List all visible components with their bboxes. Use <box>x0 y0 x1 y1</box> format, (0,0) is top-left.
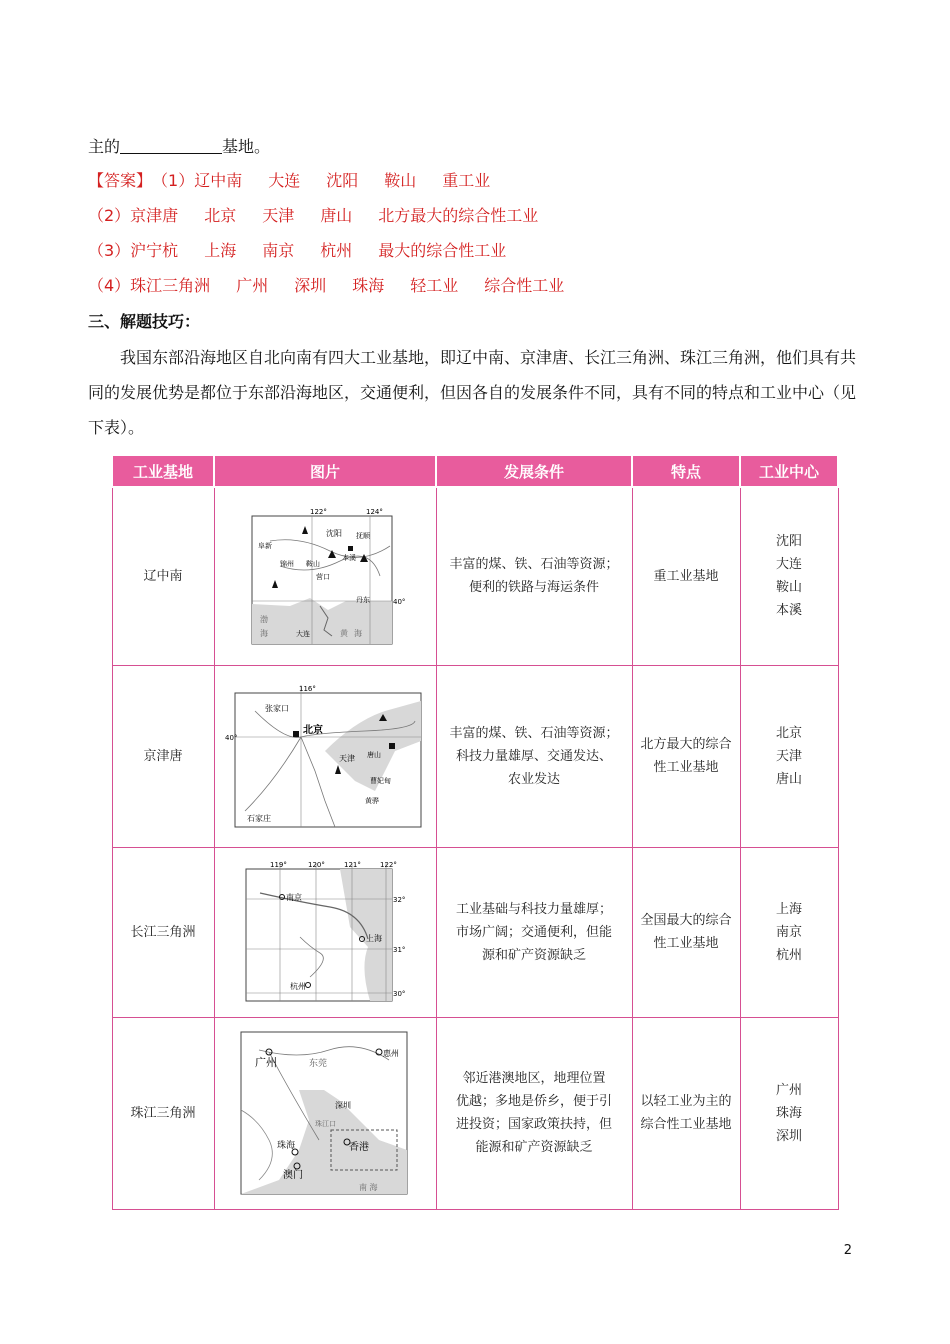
sea-label: 黄 <box>340 629 348 639</box>
condition-line: 优越；多地是侨乡，便于引 <box>455 1094 612 1109</box>
fill-blank <box>120 137 222 154</box>
answer-tag: 【答案】 <box>88 171 153 190</box>
lon-label: 119° <box>270 861 287 869</box>
answer-item: （1）辽中南 <box>152 171 243 190</box>
city-label: 惠州 <box>383 1049 399 1058</box>
city-label: 深圳 <box>335 1101 351 1110</box>
answer-item: 珠海 <box>352 276 385 295</box>
city-label: 广州 <box>255 1056 277 1069</box>
condition-line: 能源和矿产资源缺乏 <box>475 1140 593 1155</box>
condition-line: 邻近港澳地区，地理位置 <box>462 1071 606 1086</box>
base-name: 京津唐 <box>112 665 214 847</box>
answer-item: 天津 <box>262 206 295 225</box>
header-conditions: 发展条件 <box>436 455 632 487</box>
city-label: 鞍山 <box>306 560 320 569</box>
lon-label: 116° <box>299 685 316 693</box>
conditions-cell <box>436 665 632 847</box>
table-row <box>112 487 838 665</box>
centers-cell <box>740 847 838 1017</box>
yangtze-delta-map <box>240 857 410 1007</box>
condition-line: 便利的铁路与海运条件 <box>468 580 599 596</box>
center-city: 南京 <box>775 924 802 940</box>
answer-item: 上海 <box>204 241 237 260</box>
feature-line: 性工业基地 <box>653 760 719 775</box>
base-name: 长江三角洲 <box>112 847 214 1017</box>
city-label: 曹妃甸 <box>370 777 391 785</box>
centers-cell <box>740 665 838 847</box>
map-cell <box>214 665 436 847</box>
lat-label: 32° <box>393 896 406 904</box>
center-city: 杭州 <box>775 947 802 963</box>
base-name: 辽中南 <box>112 487 214 665</box>
jingjintang-map <box>225 681 425 831</box>
sea-label: 海 <box>354 629 362 639</box>
city-label: 珠海 <box>277 1141 296 1151</box>
lon-label: 124° <box>366 508 383 517</box>
liaozhongnan-map <box>250 506 406 646</box>
lon-label: 120° <box>308 861 325 869</box>
condition-line: 工业基础与科技力量雄厚； <box>455 901 612 917</box>
header-base: 工业基地 <box>112 455 214 487</box>
city-label: 抚顺 <box>356 532 370 541</box>
condition-line: 进投资；国家政策扶持，但 <box>455 1117 612 1132</box>
sea-label: 南 海 <box>359 1183 378 1192</box>
intro-line <box>88 136 270 158</box>
sea-label: 渤 <box>260 615 268 625</box>
lat-label: 40° <box>225 734 238 742</box>
map-cell <box>214 487 436 665</box>
city-label: 北京 <box>303 725 323 736</box>
pearl-river-delta-map <box>239 1030 411 1196</box>
city-label: 黄骅 <box>365 797 379 805</box>
condition-line: 源和矿产资源缺乏 <box>481 947 586 963</box>
answer-line-3 <box>88 240 532 262</box>
lat-label: 40° <box>393 598 406 607</box>
header-image: 图片 <box>214 455 436 487</box>
center-city: 唐山 <box>775 771 802 787</box>
center-city: 沈阳 <box>775 534 802 550</box>
answer-item: 北方最大的综合性工业 <box>378 206 539 225</box>
city-label: 天津 <box>339 754 355 763</box>
lat-label: 30° <box>393 990 406 998</box>
condition-line: 科技力量雄厚、交通发达、 <box>455 748 612 764</box>
center-city: 深圳 <box>775 1128 802 1144</box>
answer-item: 沈阳 <box>326 171 359 190</box>
sea-label: 海 <box>260 629 268 639</box>
lat-label: 31° <box>393 946 406 954</box>
city-label: 张家口 <box>265 704 289 713</box>
center-city: 上海 <box>775 901 802 917</box>
lon-label: 122° <box>380 861 397 869</box>
answer-line-4 <box>88 275 590 297</box>
center-city: 珠海 <box>775 1105 802 1121</box>
map-cell <box>214 1017 436 1209</box>
answer-line-2 <box>88 205 564 227</box>
center-city: 北京 <box>775 725 802 741</box>
feature-cell <box>632 1017 740 1209</box>
feature-line: 全国最大的综合 <box>640 913 732 928</box>
city-label: 上海 <box>366 934 382 943</box>
header-feature: 特点 <box>632 455 740 487</box>
explanation-paragraph: 我国东部沿海地区自北向南有四大工业基地，即辽中南、京津唐、长江三角洲、珠江三角洲，他们具有共同的发展优势是都位于东部沿海地区，交通便利，但因各自的发展条件不同，具有不同的特点和工业中心（见下表）。 <box>88 348 857 437</box>
condition-line: 农业发达 <box>507 771 560 787</box>
city-label: 营口 <box>316 573 330 582</box>
page-number: 2 <box>843 1243 852 1258</box>
city-label: 南京 <box>286 893 302 902</box>
condition-line: 丰富的煤、铁、石油等资源； <box>449 557 619 573</box>
answer-item: 最大的综合性工业 <box>378 241 507 260</box>
answer-item: 重工业 <box>442 171 491 190</box>
map-cell <box>214 847 436 1017</box>
intro-suffix: 基地。 <box>222 137 271 156</box>
city-label: 杭州 <box>290 982 306 991</box>
answer-item: 杭州 <box>320 241 353 260</box>
answer-item: 鞍山 <box>384 171 417 190</box>
city-label: 丹东 <box>356 596 370 605</box>
city-label: 阜新 <box>258 542 272 551</box>
center-city: 天津 <box>775 748 802 764</box>
city-label: 大连 <box>296 630 310 639</box>
table-row <box>112 847 838 1017</box>
answer-item: 唐山 <box>320 206 353 225</box>
river-label: 珠江口 <box>315 1120 336 1128</box>
feature-line: 综合性工业基地 <box>640 1117 732 1132</box>
centers-cell <box>740 1017 838 1209</box>
answer-item: （3）沪宁杭 <box>88 241 179 260</box>
city-label: 本溪 <box>342 554 356 563</box>
answer-item: 深圳 <box>294 276 327 295</box>
answer-item: 大连 <box>268 171 301 190</box>
answer-item: （2）京津唐 <box>88 206 179 225</box>
city-label: 锦州 <box>280 560 294 569</box>
feature-cell <box>632 487 740 665</box>
city-label: 沈阳 <box>326 529 342 539</box>
answer-item: 南京 <box>262 241 295 260</box>
conditions-cell <box>436 847 632 1017</box>
feature-line: 性工业基地 <box>653 936 719 951</box>
feature-cell <box>632 665 740 847</box>
conditions-cell <box>436 1017 632 1209</box>
answer-item: （4）珠江三角洲 <box>88 276 211 295</box>
table-row <box>112 665 838 847</box>
table-row <box>112 1017 838 1209</box>
lon-label: 121° <box>344 861 361 869</box>
feature-cell <box>632 847 740 1017</box>
industrial-base-table <box>111 454 839 1210</box>
feature-line: 北方最大的综合 <box>640 737 732 752</box>
city-label: 东莞 <box>309 1059 328 1069</box>
answer-item: 综合性工业 <box>484 276 565 295</box>
center-city: 大连 <box>775 557 802 573</box>
answer-item: 轻工业 <box>410 276 459 295</box>
base-name: 珠江三角洲 <box>112 1017 214 1209</box>
condition-line: 市场广阔；交通便利，但能 <box>455 924 612 940</box>
center-city: 本溪 <box>775 603 802 619</box>
conditions-cell <box>436 487 632 665</box>
city-label: 唐山 <box>367 751 381 759</box>
intro-prefix: 主的 <box>88 137 121 156</box>
centers-cell <box>740 487 838 665</box>
center-city: 鞍山 <box>775 580 802 596</box>
section-heading: 三、解题技巧： <box>88 312 201 331</box>
condition-line: 丰富的煤、铁、石油等资源； <box>449 725 619 741</box>
city-label: 石家庄 <box>247 814 271 823</box>
lon-label: 122° <box>310 508 327 517</box>
city-label: 香港 <box>349 1142 369 1153</box>
answer-item: 广州 <box>236 276 269 295</box>
feature-line: 以轻工业为主的 <box>640 1094 732 1109</box>
answer-line-1 <box>88 170 516 192</box>
feature-line: 重工业基地 <box>653 568 719 584</box>
city-label: 澳门 <box>283 1170 303 1181</box>
answer-item: 北京 <box>204 206 237 225</box>
header-centers: 工业中心 <box>740 455 838 487</box>
center-city: 广州 <box>775 1082 802 1098</box>
table-header-row <box>112 455 838 487</box>
